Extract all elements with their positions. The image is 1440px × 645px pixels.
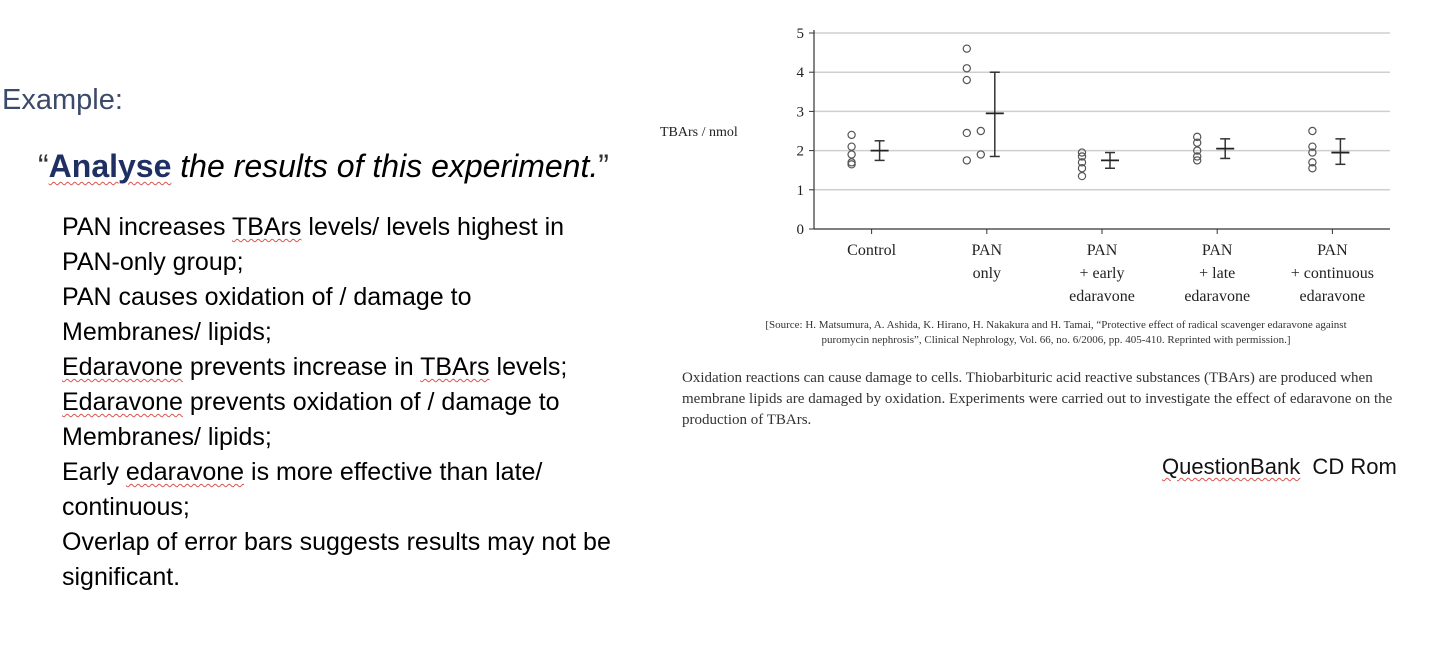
answer-line bbox=[62, 245, 722, 280]
answer-text: is more effective than late/ bbox=[244, 458, 543, 486]
open-quote: “ bbox=[38, 148, 49, 184]
answer-text: Membranes/ lipids; bbox=[62, 318, 272, 346]
prompt-text: the results of this experiment. bbox=[171, 148, 599, 184]
credit-rest: CD Rom bbox=[1300, 454, 1397, 479]
answer-text: levels/ levels highest in bbox=[301, 213, 565, 241]
spellcheck-word: edaravone bbox=[125, 458, 245, 486]
y-tick-label: 1 bbox=[796, 182, 804, 199]
category-label: + late bbox=[1199, 265, 1236, 282]
answer-list bbox=[62, 210, 722, 595]
answer-line bbox=[62, 455, 722, 490]
category-label: edaravone bbox=[1184, 288, 1251, 305]
answer-text: prevents oxidation of / damage to bbox=[182, 388, 560, 416]
answer-line bbox=[62, 315, 722, 350]
data-point bbox=[963, 45, 970, 52]
category-label: Control bbox=[847, 242, 897, 259]
answer-text: Membranes/ lipids; bbox=[62, 423, 272, 451]
category-label: + continuous bbox=[1290, 265, 1375, 282]
answer-line bbox=[62, 385, 722, 420]
data-point bbox=[963, 157, 970, 164]
experiment-description: Oxidation reactions can cause damage to cells. Thiobarbituric acid reactive substances (TBArs) are produced when membrane lipids are damaged by oxidation. Experiments were carried out to investigate the effect of edaravone on the production of TBArs. bbox=[682, 370, 1393, 428]
y-axis-label: TBArs / nmol bbox=[660, 125, 738, 140]
prompt-question bbox=[38, 148, 609, 185]
source-line-1: [Source: H. Matsumura, A. Ashida, K. Hirano, H. Nakakura and H. Tamai, “Protective effect of radical scavenger edaravone against bbox=[765, 319, 1347, 331]
data-point bbox=[963, 65, 970, 72]
category-label: PAN bbox=[1317, 242, 1348, 259]
spellcheck-word: TBArs bbox=[420, 353, 490, 381]
spellcheck-word: Edaravone bbox=[62, 388, 183, 416]
answer-text: Early bbox=[62, 458, 126, 486]
y-tick-label: 5 bbox=[796, 26, 804, 42]
answer-line bbox=[62, 210, 722, 245]
answer-text: Overlap of error bars suggests results may not be bbox=[62, 528, 611, 556]
answer-line bbox=[62, 420, 722, 455]
answer-text: PAN increases bbox=[62, 213, 232, 241]
y-tick-label: 3 bbox=[796, 104, 804, 121]
close-quote: ” bbox=[598, 148, 609, 184]
answer-text: prevents increase in bbox=[182, 353, 421, 381]
results-chart bbox=[650, 18, 1430, 316]
y-tick-label: 0 bbox=[796, 222, 804, 238]
answer-text: levels; bbox=[489, 353, 568, 381]
answer-text: PAN causes oxidation of / damage to bbox=[62, 283, 472, 311]
category-label: edaravone bbox=[1299, 288, 1366, 305]
example-label: Example: bbox=[2, 84, 123, 116]
credit-label bbox=[1162, 454, 1397, 480]
category-label: PAN bbox=[1086, 242, 1118, 259]
data-point bbox=[1078, 172, 1085, 179]
credit-brand: QuestionBank bbox=[1162, 454, 1301, 479]
spellcheck-word: TBArs bbox=[231, 213, 302, 241]
answer-line bbox=[62, 490, 722, 525]
answer-text: significant. bbox=[62, 563, 181, 591]
answer-line bbox=[62, 350, 722, 385]
answer-line bbox=[62, 525, 722, 560]
data-point bbox=[848, 143, 855, 150]
data-point bbox=[848, 131, 855, 138]
category-label: PAN bbox=[1201, 242, 1233, 259]
answer-text: PAN-only group; bbox=[62, 248, 244, 276]
answer-line bbox=[62, 560, 722, 595]
source-citation bbox=[676, 318, 1436, 348]
data-point bbox=[848, 151, 855, 158]
data-point bbox=[963, 76, 970, 83]
category-label: only bbox=[972, 265, 1002, 282]
spellcheck-word: Edaravone bbox=[62, 353, 183, 381]
data-point bbox=[963, 129, 970, 136]
data-point bbox=[977, 127, 984, 134]
category-label: PAN bbox=[971, 242, 1003, 259]
data-point bbox=[1309, 127, 1316, 134]
y-tick-label: 4 bbox=[796, 65, 804, 82]
category-label: edaravone bbox=[1069, 288, 1135, 305]
data-point bbox=[977, 151, 984, 158]
answer-line bbox=[62, 280, 722, 315]
category-label: + early bbox=[1079, 265, 1125, 282]
answer-text: continuous; bbox=[62, 493, 190, 521]
source-line-2: puromycin nephrosis”, Clinical Nephrology, Vol. 66, no. 6/2006, pp. 405-410. Reprinted with permission.] bbox=[821, 334, 1291, 346]
command-word: Analyse bbox=[48, 148, 172, 184]
y-tick-label: 2 bbox=[796, 143, 804, 160]
